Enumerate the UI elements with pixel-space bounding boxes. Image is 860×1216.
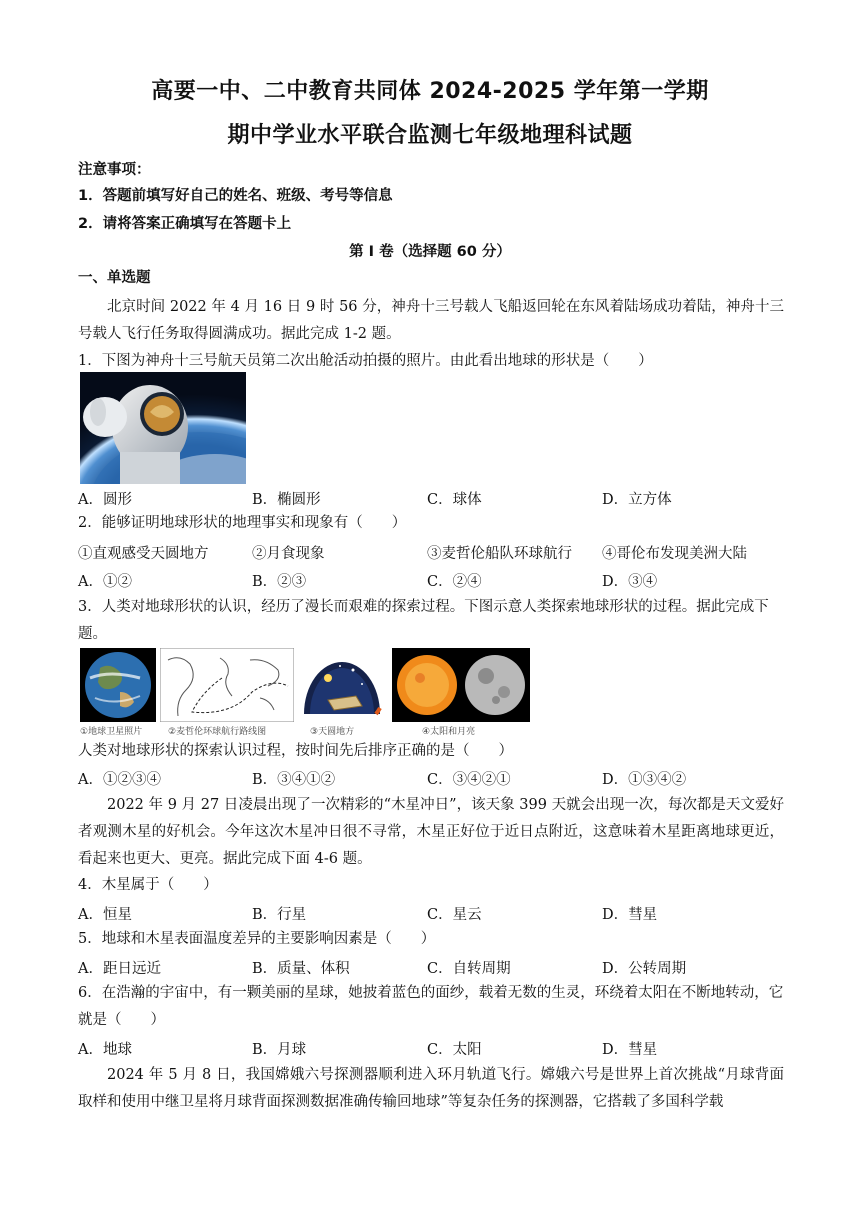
q6-option-d[interactable]: D．彗星 [602, 1042, 658, 1058]
q1-option-d[interactable]: D．立方体 [602, 492, 672, 508]
part-heading: 一、单选题 [78, 270, 151, 286]
q3-option-b[interactable]: B．③④①② [252, 772, 336, 788]
q4-option-c[interactable]: C．星云 [427, 907, 482, 923]
q4-option-b[interactable]: B．行星 [252, 907, 307, 923]
q2-statement-3: ③麦哲伦船队环球航行 [427, 546, 572, 562]
volume-heading: 第 I 卷（选择题 60 分） [349, 244, 511, 260]
q1-option-b[interactable]: B．椭圆形 [252, 492, 321, 508]
q5-option-c[interactable]: C．自转周期 [427, 961, 511, 977]
q4-option-d[interactable]: D．彗星 [602, 907, 658, 923]
question-2-options [78, 570, 784, 592]
question-3-options [78, 768, 784, 790]
question-2-statements [78, 542, 784, 564]
q6-option-b[interactable]: B．月球 [252, 1042, 307, 1058]
astronaut-photo [80, 372, 246, 484]
q2-option-c[interactable]: C．②④ [427, 574, 482, 590]
figure-caption-4: ④太阳和月亮 [422, 727, 476, 737]
question-3-stem: 3．人类对地球形状的认识，经历了漫长而艰难的探索过程。下图示意人类探索地球形状的过程。据此完成下题。 [78, 599, 769, 642]
question-1-stem: 1．下图为神舟十三号航天员第二次出舱活动拍摄的照片。由此看出地球的形状是（ ） [78, 353, 653, 369]
earth-satellite-photo [80, 648, 156, 722]
q1-option-a[interactable]: A．圆形 [78, 492, 132, 508]
question-4-stem: 4．木星属于（ ） [78, 877, 218, 893]
question-4-options [78, 903, 784, 925]
q5-option-b[interactable]: B．质量、体积 [252, 961, 350, 977]
q4-option-a[interactable]: A．恒星 [78, 907, 132, 923]
exam-title-line2: 期中学业水平联合监测七年级地理科试题 [227, 123, 633, 148]
q2-statement-1: ①直观感受天圆地方 [78, 546, 209, 562]
q3-option-a[interactable]: A．①②③④ [78, 772, 161, 788]
sun-and-moon-photo [392, 648, 530, 722]
q1-option-c[interactable]: C．球体 [427, 492, 482, 508]
passage-2: 2022 年 9 月 27 日凌晨出现了一次精彩的“木星冲日”，该天象 399 天就会出现一次，每次都是天文爱好者观测木星的好机会。今年这次木星冲日很不寻常，木星正好位于近日点附近，这意味着木星距离地球更近，看起来也更大、更亮。据此完成下面 4-6 题。 [78, 797, 784, 867]
q5-option-a[interactable]: A．距日远近 [78, 961, 161, 977]
q6-option-a[interactable]: A．地球 [78, 1042, 132, 1058]
notes-item-1: 1．答题前填写好自己的姓名、班级、考号等信息 [78, 188, 393, 204]
notes-heading: 注意事项： [78, 162, 151, 178]
passage-3: 2024 年 5 月 8 日，我国嫦娥六号探测器顺利进入环月轨道飞行。嫦娥六号是世界上首次挑战“月球背面取样和使用中继卫星将月球背面探测数据准确传输回地球”等复杂任务的探测器，它搭载了多国科学载 [78, 1067, 784, 1110]
notes-item-2: 2．请将答案正确填写在答题卡上 [78, 216, 292, 232]
question-2-stem: 2．能够证明地球形状的地理事实和现象有（ ） [78, 515, 407, 531]
exam-title-line1: 高要一中、二中教育共同体 2024-2025 学年第一学期 [151, 79, 709, 104]
figure-caption-2: ②麦哲伦环球航行路线图 [168, 727, 267, 737]
figure-caption-3: ③天圆地方 [310, 727, 355, 737]
q6-option-c[interactable]: C．太阳 [427, 1042, 482, 1058]
heaven-round-earth-square-diagram [298, 648, 386, 722]
magellan-route-map [160, 648, 294, 722]
q2-option-d[interactable]: D．③④ [602, 574, 658, 590]
question-6-options [78, 1038, 784, 1060]
question-5-options [78, 957, 784, 979]
figure-caption-1: ①地球卫星照片 [80, 727, 143, 737]
q2-option-b[interactable]: B．②③ [252, 574, 307, 590]
q2-statement-2: ②月食现象 [252, 546, 325, 562]
q5-option-d[interactable]: D．公转周期 [602, 961, 687, 977]
q3-option-c[interactable]: C．③④②① [427, 772, 511, 788]
question-5-stem: 5．地球和木星表面温度差异的主要影响因素是（ ） [78, 931, 436, 947]
question-1-options [78, 488, 784, 510]
q3-option-d[interactable]: D．①③④② [602, 772, 687, 788]
question-3-subquestion: 人类对地球形状的探索认识过程，按时间先后排序正确的是（ ） [78, 743, 513, 759]
passage-1: 北京时间 2022 年 4 月 16 日 9 时 56 分，神舟十三号载人飞船返回轮在东风着陆场成功着陆，神舟十三号载人飞行任务取得圆满成功。据此完成 1-2 题。 [78, 299, 784, 342]
question-6-stem: 6．在浩瀚的宇宙中，有一颗美丽的星球，她披着蓝色的面纱，载着无数的生灵，环绕着太阳在不断地转动，它就是（ ） [78, 985, 784, 1028]
q2-statement-4: ④哥伦布发现美洲大陆 [602, 546, 747, 562]
q2-option-a[interactable]: A．①② [78, 574, 132, 590]
